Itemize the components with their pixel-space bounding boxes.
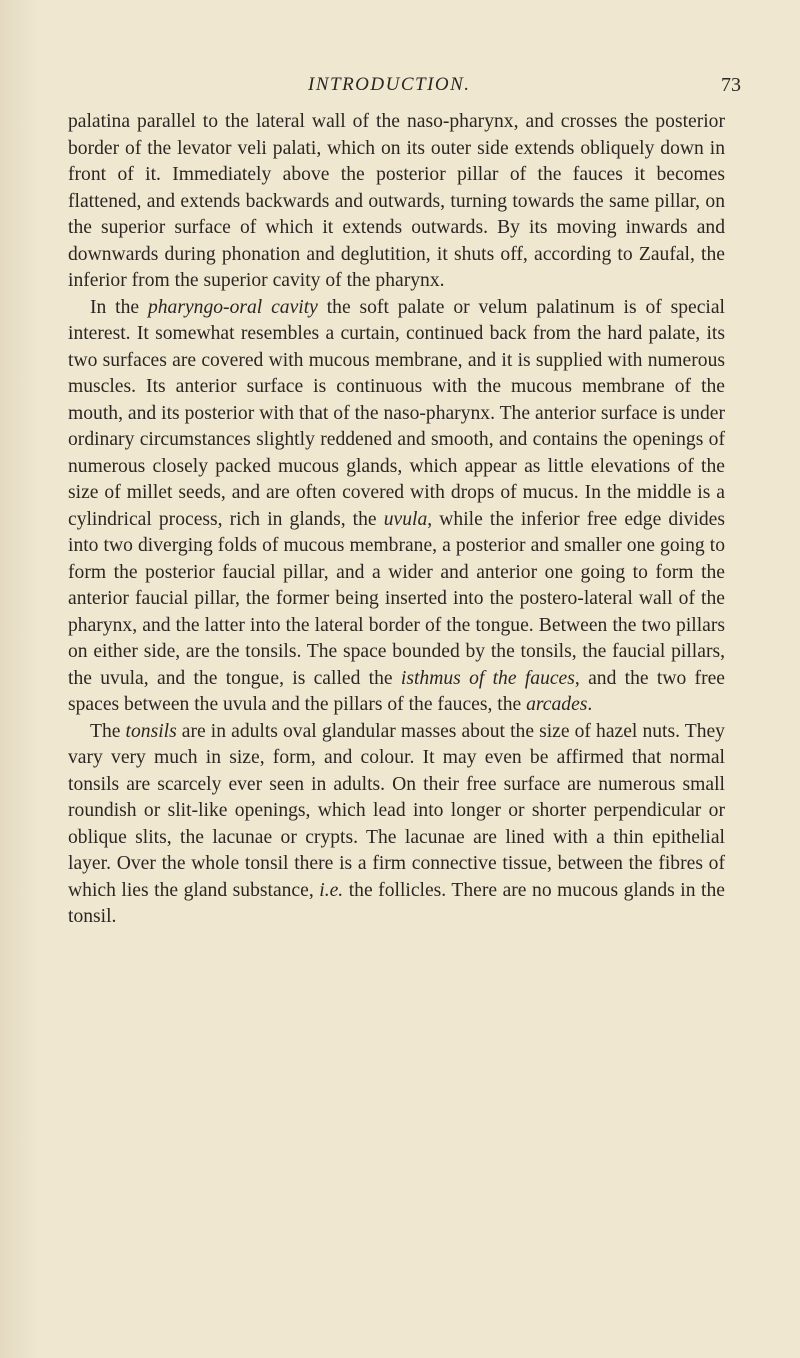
text-run: . — [587, 694, 593, 715]
text-run: In the — [90, 296, 148, 318]
term-isthmus-of-the-fauces: isthmus of the fauces — [400, 667, 575, 689]
paragraph — [68, 295, 725, 719]
term-pharyngo-oral-cavity: pharyngo-oral cavity — [147, 296, 318, 318]
text-run: palatina parallel to the lateral wall of the naso-pharynx, and crosses the posterior border of the levator veli palati, which on its outer side extends obliquely down in front of it. Immediately above the posterior pillar of the fauces it becomes flattened, and extends backwards and outwards, turning towards the same pillar, on the superior surface of which it extends outwards. By its moving inwards and downwards during phonation and deglutition, it shuts off, according to Zaufal, the inferior from the superior cavity of the pharynx. — [68, 111, 725, 291]
term-tonsils: tonsils — [125, 720, 177, 742]
term-uvula: uvula — [383, 508, 428, 530]
body-text — [68, 109, 725, 931]
paragraph — [68, 109, 725, 295]
text-run: the soft palate or velum palatinum is of special interest. It somewhat resembles a curtain, continued back from the hard palate, its two surfaces are covered with mucous membrane, and it is supplied with numerous muscles. Its anterior surface is continuous with the mucous membrane of the mouth, and its posterior with that of the naso-pharynx. The anterior surface is under ordinary circumstances slightly reddened and smooth, and contains the openings of numerous closely packed mucous glands, which appear as little elevations of the size of millet seeds, and are often covered with drops of mucus. In the middle is a cylindrical process, rich in glands, the — [68, 296, 726, 530]
page-header — [0, 74, 800, 104]
term-ie: i.e. — [319, 879, 344, 901]
text-run: are in adults oval glandular masses about the size of hazel nuts. They vary very much in size, form, and colour. It may even be affirmed that normal tonsils are scarcely ever seen in adults. On their free surface are numerous small roundish or slit-like openings, which lead into longer or shorter perpendicular or oblique slits, the lacunae or crypts. The lacunae are lined with a thin epithelial layer. Over the whole tonsil there is a firm connective tissue, between the fibres of which lies the gland substance, — [68, 720, 725, 901]
text-run: The — [90, 720, 126, 742]
text-run: the follicles. There are no mucous glands in the tonsil. — [68, 879, 725, 927]
text-run: , and the two free spaces between the uvula and the pillars of the fauces, the — [68, 667, 725, 715]
running-title: INTRODUCTION. — [308, 74, 471, 95]
text-run: , while the inferior free edge divides into two diverging folds of mucous membrane, a posterior and smaller one going to form the posterior faucial pillar, and a wider and anterior one going to form the anterior faucial pillar, the former being inserted into the postero-lateral wall of the pharynx, and the latter into the lateral border of the tongue. Between the two pillars on either side, are the tonsils. The space bounded by the tonsils, the faucial pillars, the uvula, and the tongue, is called the — [68, 508, 726, 689]
paragraph — [68, 719, 725, 931]
page-number: 73 — [721, 74, 741, 96]
term-arcades: arcades — [526, 694, 588, 715]
